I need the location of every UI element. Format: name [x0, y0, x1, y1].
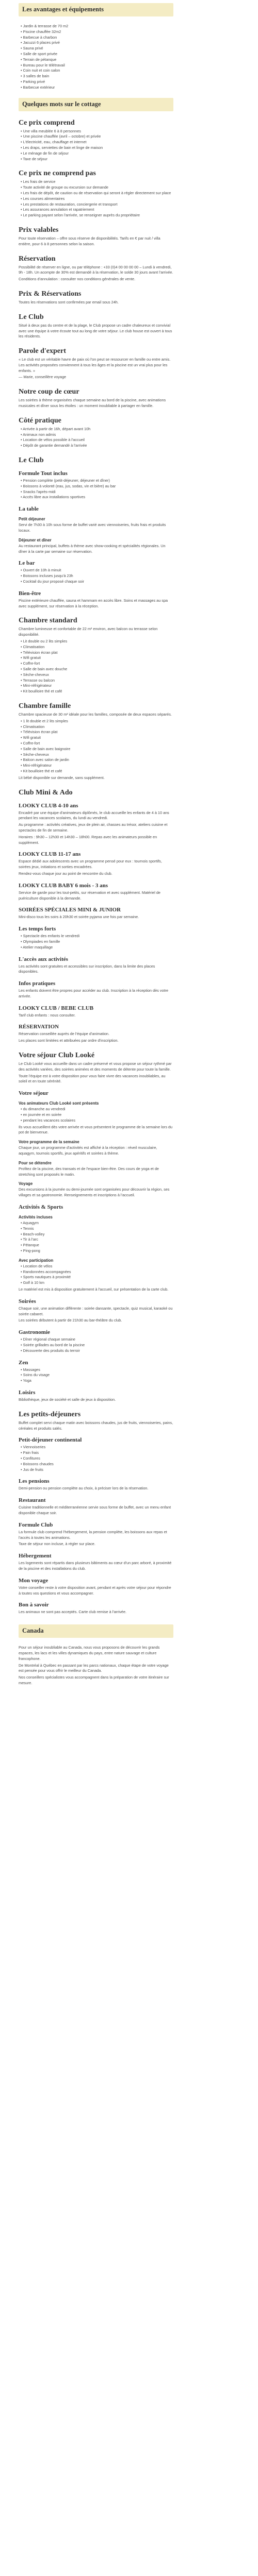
list-item: • Soirée grillades au bord de la piscine: [21, 1342, 85, 1347]
list-item: • Pension complète (petit-déjeuner, déjeuner et dîner): [21, 478, 110, 483]
list-item: • Boissons chaudes: [21, 1461, 54, 1466]
paragraph: Bibliothèque, jeux de société et salle de jeux à disposition.: [19, 1397, 116, 1402]
list-item: • Kit bouilloire thé et café: [21, 768, 62, 773]
list-item: • 1 lit double et 2 lits simples: [21, 718, 68, 723]
bullet-list: [19, 1367, 173, 1384]
section-title: Réservation: [19, 255, 56, 263]
minor-title: Votre programme de la semaine: [19, 1140, 79, 1145]
subsection-title: La table: [19, 506, 39, 513]
list-item: • Climatisation: [21, 644, 45, 649]
paragraph: Les animaux ne sont pas acceptés. Carte club remise à l'arrivée.: [19, 1609, 127, 1615]
paragraph: Tarif club enfants : nous consulter.: [19, 1012, 76, 1018]
bullet-list: [19, 1107, 173, 1123]
subsection-title: Les pensions: [19, 1478, 50, 1485]
list-item: • en journée et en soirée: [21, 1112, 62, 1117]
list-item: • Les draps, serviettes de bain et linge de maison: [21, 145, 103, 150]
subsection-title: Les temps forts: [19, 926, 56, 933]
paragraph: Toute l'équipe est à votre disposition pour vous faire vivre des vacances inoubliables, au soleil et en toute sérénité.: [19, 1073, 166, 1084]
section-title: Ce prix comprend: [19, 118, 75, 127]
list-item: • Accès libre aux installations sportives: [21, 495, 86, 500]
destination-paragraph: De Montréal à Québec en passant par les parcs nationaux, chaque étape de votre voyage est pensée pour vous offrir le meilleur du Canada.: [19, 1663, 169, 1673]
list-item: • Télévision écran plat: [21, 730, 58, 735]
paragraph: Les soirées débutent à partir de 21h30 au bar-théâtre du club.: [19, 1318, 122, 1323]
minor-title: Déjeuner et dîner: [19, 537, 52, 543]
subsection-title: Bien-être: [19, 590, 41, 597]
subsection-title: Formule Tout inclus: [19, 470, 68, 477]
paragraph: Horaires : 9h30 – 12h30 et 14h30 – 18h00. Repas avec les animateurs possible en supplément.: [19, 834, 157, 845]
paragraph: Situé à deux pas du centre et de la plage, le Club propose un cadre chaleureux et convivial avec une équipe à votre écoute tout au long de votre séjour. Le club house est ouvert à tous les résidents.: [19, 323, 172, 339]
subsection-title: LOOKY CLUB 11-17 ans: [19, 851, 81, 858]
paragraph: Au restaurant principal, buffets à thème avec show-cooking et spécialités régionales. Un dîner à la carte par semaine sur réservation.: [19, 543, 166, 554]
list-item: • Mini-réfrigérateur: [21, 683, 52, 688]
list-item: • Parking privé: [21, 79, 45, 84]
list-item: • Spectacle des enfants le vendredi: [21, 934, 80, 939]
list-item: • Pain frais: [21, 1450, 39, 1455]
destination-paragraph: Pour un séjour inoubliable au Canada, nous vous proposons de découvrir les grands espaces, les lacs et les villes dynamiques du pays, entre nature sauvage et culture francophone.: [19, 1645, 160, 1661]
list-item: • Toute activité de groupe ou excursion sur demande: [21, 185, 108, 190]
list-item: • Ouvert de 10h à minuit: [21, 568, 61, 573]
list-item: • Terrasse ou balcon: [21, 677, 55, 683]
list-item: • Une piscine chauffée (avril – octobre) et privée: [21, 134, 101, 139]
list-item: • L'électricité, eau, chauffage et internet: [21, 140, 87, 145]
section-title: Prix valables: [19, 226, 59, 234]
subsection-title: Loisirs: [19, 1389, 36, 1396]
subsection-title: L'accès aux activités: [19, 956, 68, 962]
paragraph: Réservation conseillée auprès de l'équipe d'animation.: [19, 1031, 109, 1037]
paragraph: Service de garde pour les tout-petits, sur réservation et avec supplément. Matériel de puériculture disponible à la demande.: [19, 890, 160, 901]
list-item: • Le ménage de fin de séjour: [21, 150, 69, 156]
bullet-list: [19, 179, 173, 218]
minor-title: Avec participation: [19, 1258, 54, 1263]
list-item: • Climatisation: [21, 724, 45, 729]
paragraph: Piscine extérieure chauffée, sauna et hammam en accès libre. Soins et massages au spa avec supplément, sur réservation à la réception.: [19, 598, 168, 608]
list-item: • Wifi gratuit: [21, 735, 41, 740]
paragraph: Toutes les réservations sont confirmées par email sous 24h.: [19, 299, 119, 304]
list-item: • Les prestations de restauration, conciergerie et transport: [21, 201, 118, 207]
section-title: Ce prix ne comprend pas: [19, 170, 96, 178]
list-item: • Les frais de dépôt, de caution ou de réservation qui seront à régler directement sur place: [21, 190, 171, 195]
paragraph: Des excursions à la journée ou demi-journée sont organisées pour découvrir la région, ses villages et sa gastronomie. Renseignements et inscriptions à l'accueil.: [19, 1187, 170, 1198]
list-item: • Les assurances annulation et rapatriement: [21, 207, 94, 212]
bullet-list: [19, 1337, 173, 1353]
subsection-title: Petit-déjeuner continental: [19, 1437, 82, 1444]
list-item: • Salle de bain avec baignoire: [21, 746, 71, 751]
paragraph: Buffet complet servi chaque matin avec boissons chaudes, jus de fruits, viennoiseries, pains, céréales et produits salés.: [19, 1420, 173, 1431]
list-item: • pendant les vacances scolaires: [21, 1117, 75, 1123]
list-item: • Wifi gratuit: [21, 655, 41, 660]
list-item: • Sports nautiques à proximité: [21, 1275, 71, 1280]
paragraph: Les enfants doivent être propres pour accéder au club. Inscription à la réception dès votre arrivée.: [19, 988, 169, 998]
list-item: • Pétanque: [21, 1243, 39, 1248]
list-item: • Lit double ou 2 lits simples: [21, 639, 68, 644]
paragraph: Ils vous accueillent dès votre arrivée et vous présentent le programme de la semaine lors du pot de bienvenue.: [19, 1124, 173, 1135]
list-item: • Terrain de pétanque: [21, 57, 57, 62]
subsection-title: Formule Club: [19, 1521, 53, 1528]
section-title: Parole d'expert: [19, 347, 66, 355]
list-item: • Jardin & terrasse de 70 m2: [21, 24, 69, 28]
subsection-title: Bon à savoir: [19, 1602, 49, 1608]
list-item: • Confitures: [21, 1455, 40, 1461]
paragraph: Rendez-vous chaque jour au point de rencontre du club.: [19, 871, 112, 876]
paragraph: Encadré par une équipe d'animateurs diplômés, le club accueille les enfants de 4 à 10 ans pendant les vacances scolaires, du lundi au vendredi.: [19, 810, 169, 821]
subsection-title: Activités & Sports: [19, 1204, 63, 1211]
bullet-list: [19, 639, 173, 694]
list-item: • Arrivée à partir de 16h, départ avant 10h: [21, 426, 91, 431]
list-item: • du dimanche au vendredi: [21, 1107, 66, 1112]
paragraph: Chaque jour, un programme d'activités est affiché à la réception : réveil musculaire, aquagym, tournois sportifs, jeux apéritifs et soirées à thème.: [19, 1145, 157, 1156]
list-item: • Jus de fruits: [21, 1467, 43, 1472]
paragraph: Servi de 7h30 à 10h sous forme de buffet varié avec viennoiseries, fruits frais et produits locaux.: [19, 522, 166, 533]
list-item: • Salle de bain avec douche: [21, 667, 68, 671]
section-title: Côté pratique: [19, 416, 61, 425]
list-item: • Taxe de séjour: [21, 156, 47, 161]
subsection-title: LOOKY CLUB / BEBE CLUB: [19, 1005, 94, 1011]
section-heading-destination: Canada: [19, 1624, 173, 1638]
list-item: • Tennis: [21, 1226, 34, 1231]
minor-title: Vos animateurs Club Looké sont présents: [19, 1101, 99, 1106]
list-item: • Balcon avec salon de jardin: [21, 757, 69, 762]
list-item: • 3 salles de bain: [21, 74, 50, 79]
section-title: Les petits-déjeuners: [19, 1410, 81, 1418]
list-item: • Coffre-fort: [21, 661, 40, 666]
section-title: Le Club: [19, 313, 44, 321]
bullet-list: [19, 129, 173, 162]
subsection-title: LOOKY CLUB 4-10 ans: [19, 802, 78, 809]
section-title: Chambre famille: [19, 702, 71, 710]
paragraph: Chambre lumineuse et confortable de 22 m² environ, avec balcon ou terrasse selon disponibilité.: [19, 626, 158, 637]
list-item: • Sauna privé: [21, 46, 43, 51]
paragraph: Lit bébé disponible sur demande, sans supplément.: [19, 775, 105, 780]
minor-title: Activités incluses: [19, 1215, 53, 1220]
subsection-title: Zen: [19, 1359, 28, 1366]
paragraph: Profitez de la piscine, des transats et de l'espace bien-être. Des cours de yoga et de stretching sont proposés le matin.: [19, 1166, 159, 1177]
paragraph: Espace dédié aux adolescents avec un programme pensé pour eux : tournois sportifs, soirées jeux, initiations et sorties encadrées.: [19, 859, 162, 870]
section-title: Notre coup de cœur: [19, 388, 79, 396]
paragraph: Chaque soir, une animation différente : soirée dansante, spectacle, quiz musical, karaoké ou soirée cabaret.: [19, 1306, 173, 1316]
list-item: • Boissons incluses jusqu'à 23h: [21, 573, 73, 579]
section-heading-advantages: Les avantages et équipements: [19, 3, 173, 16]
paragraph: — Marie, conseillère voyage: [19, 375, 67, 380]
paragraph: Les places sont limitées et attribuées par ordre d'inscription.: [19, 1038, 119, 1043]
list-item: • Les courses alimentaires: [21, 196, 65, 201]
list-item: • Beach-volley: [21, 1231, 45, 1236]
destination-paragraph: Nos conseillers spécialistes vous accompagnent dans la préparation de votre itinéraire sur mesure.: [19, 1675, 169, 1685]
list-item: • Aquagym: [21, 1221, 39, 1226]
content-blocks: [19, 118, 173, 1616]
list-item: • Olympiades en famille: [21, 939, 60, 944]
list-item: • Massages: [21, 1367, 40, 1372]
paragraph: Les activités sont gratuites et accessibles sur inscription, dans la limite des places disponibles.: [19, 963, 155, 974]
list-item: • Coin nuit et coin salon: [21, 68, 60, 73]
bullet-list: [19, 427, 173, 449]
list-item: • Jacuzzi 6 places privé: [21, 40, 60, 45]
subsection-title: SOIRÉES SPÉCIALES MINI & JUNIOR: [19, 907, 121, 913]
list-item: • Découverte des produits du terroir: [21, 1348, 80, 1353]
subsection-title: Votre séjour: [19, 1090, 49, 1097]
list-item: • Atelier maquillage: [21, 944, 53, 950]
list-item: • Une villa meublée 6 à 8 personnes: [21, 128, 81, 133]
subsection-title: Hébergement: [19, 1553, 52, 1560]
list-item: • Barbecue extérieur: [21, 84, 55, 90]
minor-title: Voyage: [19, 1181, 33, 1187]
subsection-title: Infos pratiques: [19, 980, 56, 987]
paragraph: Chambre spacieuse de 30 m² idéale pour les familles, composée de deux espaces séparés.: [19, 711, 172, 717]
paragraph: Conditions d'annulation : consulter nos conditions générales de vente.: [19, 277, 136, 282]
list-item: • Yoga: [21, 1378, 31, 1383]
list-item: • Le parking payant selon l'arrivée, se renseigner auprès du propriétaire: [21, 213, 140, 218]
list-item: • Barbecue à charbon: [21, 35, 57, 40]
paragraph: Les soirées à thème organisées chaque semaine au bord de la piscine, avec animations musicales et dîner sous les étoiles : un moment inoubliable à partager en famille.: [19, 398, 166, 409]
section-title: Votre séjour Club Looké: [19, 1052, 95, 1060]
paragraph: Le Club Looké vous accueille dans un cadre préservé et vous propose un séjour rythmé par des activités variées, des soirées animées et des moments de détente pour toute la famille.: [19, 1061, 172, 1072]
list-item: • Télévision écran plat: [21, 650, 58, 655]
list-item: • Dépôt de garantie demandé à l'arrivée: [21, 443, 87, 448]
list-item: • Soins du visage: [21, 1372, 50, 1378]
paragraph: « Le club est un véritable havre de paix où l'on peut se ressourcer en famille ou entre amis. Les activités proposées conviennent à tous les âges et la piscine est un vrai plus pour les enfants. »: [19, 357, 171, 373]
minor-title: Pour se détendre: [19, 1160, 52, 1165]
list-item: • Dîner régional chaque semaine: [21, 1337, 75, 1342]
section-title: Le Club: [19, 456, 44, 465]
section-title: Chambre standard: [19, 617, 77, 625]
subsection-title: RÉSERVATION: [19, 1024, 59, 1030]
subsection-title: Mon voyage: [19, 1577, 49, 1584]
list-item: • Piscine chauffée 32m2: [21, 29, 61, 34]
paragraph: Demi-pension ou pension complète au choix, à préciser lors de la réservation.: [19, 1486, 149, 1491]
paragraph: Possibilité de réserver en ligne, ou par téléphone : +33 (0)4 00 00 00 00 – Lundi à vendredi, 9h - 18h. Un acompte de 30% est demandé à la réservation, le solde 30 jours avant l'arrivée.: [19, 264, 173, 275]
list-item: • Snacks l'après-midi: [21, 489, 56, 494]
paragraph: Votre conseiller reste à votre disposition avant, pendant et après votre séjour pour répondre à toutes vos questions et vous accompagner.: [19, 1585, 171, 1596]
list-item: • Kit bouilloire thé et café: [21, 689, 62, 694]
section-title: Club Mini & Ado: [19, 788, 73, 796]
section-heading-main: Quelques mots sur le cottage: [19, 98, 173, 111]
bullet-list: [19, 1445, 173, 1472]
bullet-list: [19, 478, 173, 500]
list-item: • Boissons à volonté (eau, jus, sodas, vin et bière) au bar: [21, 483, 116, 488]
content-column: [19, 0, 173, 1687]
list-item: • Location de vélos: [21, 1263, 53, 1268]
list-item: • Salle de sport privée: [21, 51, 58, 56]
list-item: • Sèche-cheveux: [21, 672, 49, 677]
list-item: • Location de vélos possible à l'accueil: [21, 437, 85, 443]
paragraph: Les logements sont répartis dans plusieurs bâtiments au cœur d'un parc arboré, à proximité de la piscine et des installations du club.: [19, 1561, 172, 1571]
paragraph: Cuisine traditionnelle et méditerranéenne servie sous forme de buffet, avec un menu enfant disponible chaque soir.: [19, 1505, 171, 1515]
subsection-title: Soirées: [19, 1298, 36, 1304]
paragraph: Mini-disco tous les soirs à 20h30 et soirée pyjama une fois par semaine.: [19, 914, 139, 920]
list-item: • Cocktail du jour proposé chaque soir: [21, 579, 85, 584]
bullet-list: [19, 719, 173, 774]
paragraph: Pour toute réservation – offre sous réserve de disponibilités. Tarifs en € par nuit / villa entière, pour 6 à 8 personnes selon la saison.: [19, 235, 160, 246]
bullet-list: [19, 568, 173, 584]
minor-title: Petit déjeuner: [19, 517, 45, 522]
subsection-title: Restaurant: [19, 1497, 46, 1504]
subsection-title: Le bar: [19, 560, 35, 567]
list-item: • Viennoiseries: [21, 1445, 46, 1450]
paragraph: La formule club comprend l'hébergement, la pension complète, les boissons aux repas et l'accès à toutes les animations.: [19, 1529, 167, 1540]
paragraph: Taxe de séjour non incluse, à régler sur place.: [19, 1541, 95, 1547]
paragraph: Au programme : activités créatives, jeux de plein air, chasses au trésor, ateliers cuisine et spectacles de fin de semaine.: [19, 822, 168, 833]
list-item: • Tir à l'arc: [21, 1237, 38, 1242]
list-item: • Animaux non admis: [21, 432, 56, 437]
list-item: • Golf à 10 km: [21, 1280, 44, 1285]
list-item: • Les frais de service: [21, 179, 56, 184]
list-item: • Ping-pong: [21, 1248, 40, 1253]
list-item: • Bureau pour le télétravail: [21, 62, 65, 67]
list-item: • Mini-réfrigérateur: [21, 763, 52, 768]
list-item: • Coffre-fort: [21, 740, 40, 745]
bullet-list: [19, 1264, 173, 1286]
list-item: • Sèche-cheveux: [21, 752, 49, 757]
list-item: • Randonnées accompagnées: [21, 1269, 71, 1274]
advantages-list: [19, 24, 173, 91]
subsection-title: Gastronomie: [19, 1329, 50, 1336]
subsection-title: LOOKY CLUB BABY 6 mois - 3 ans: [19, 882, 108, 889]
section-title: Prix & Réservations: [19, 290, 82, 298]
paragraph: Le matériel est mis à disposition gratuitement à l'accueil, sur présentation de la carte club.: [19, 1287, 169, 1292]
bullet-list: [19, 934, 173, 950]
bullet-list: [19, 1221, 173, 1254]
